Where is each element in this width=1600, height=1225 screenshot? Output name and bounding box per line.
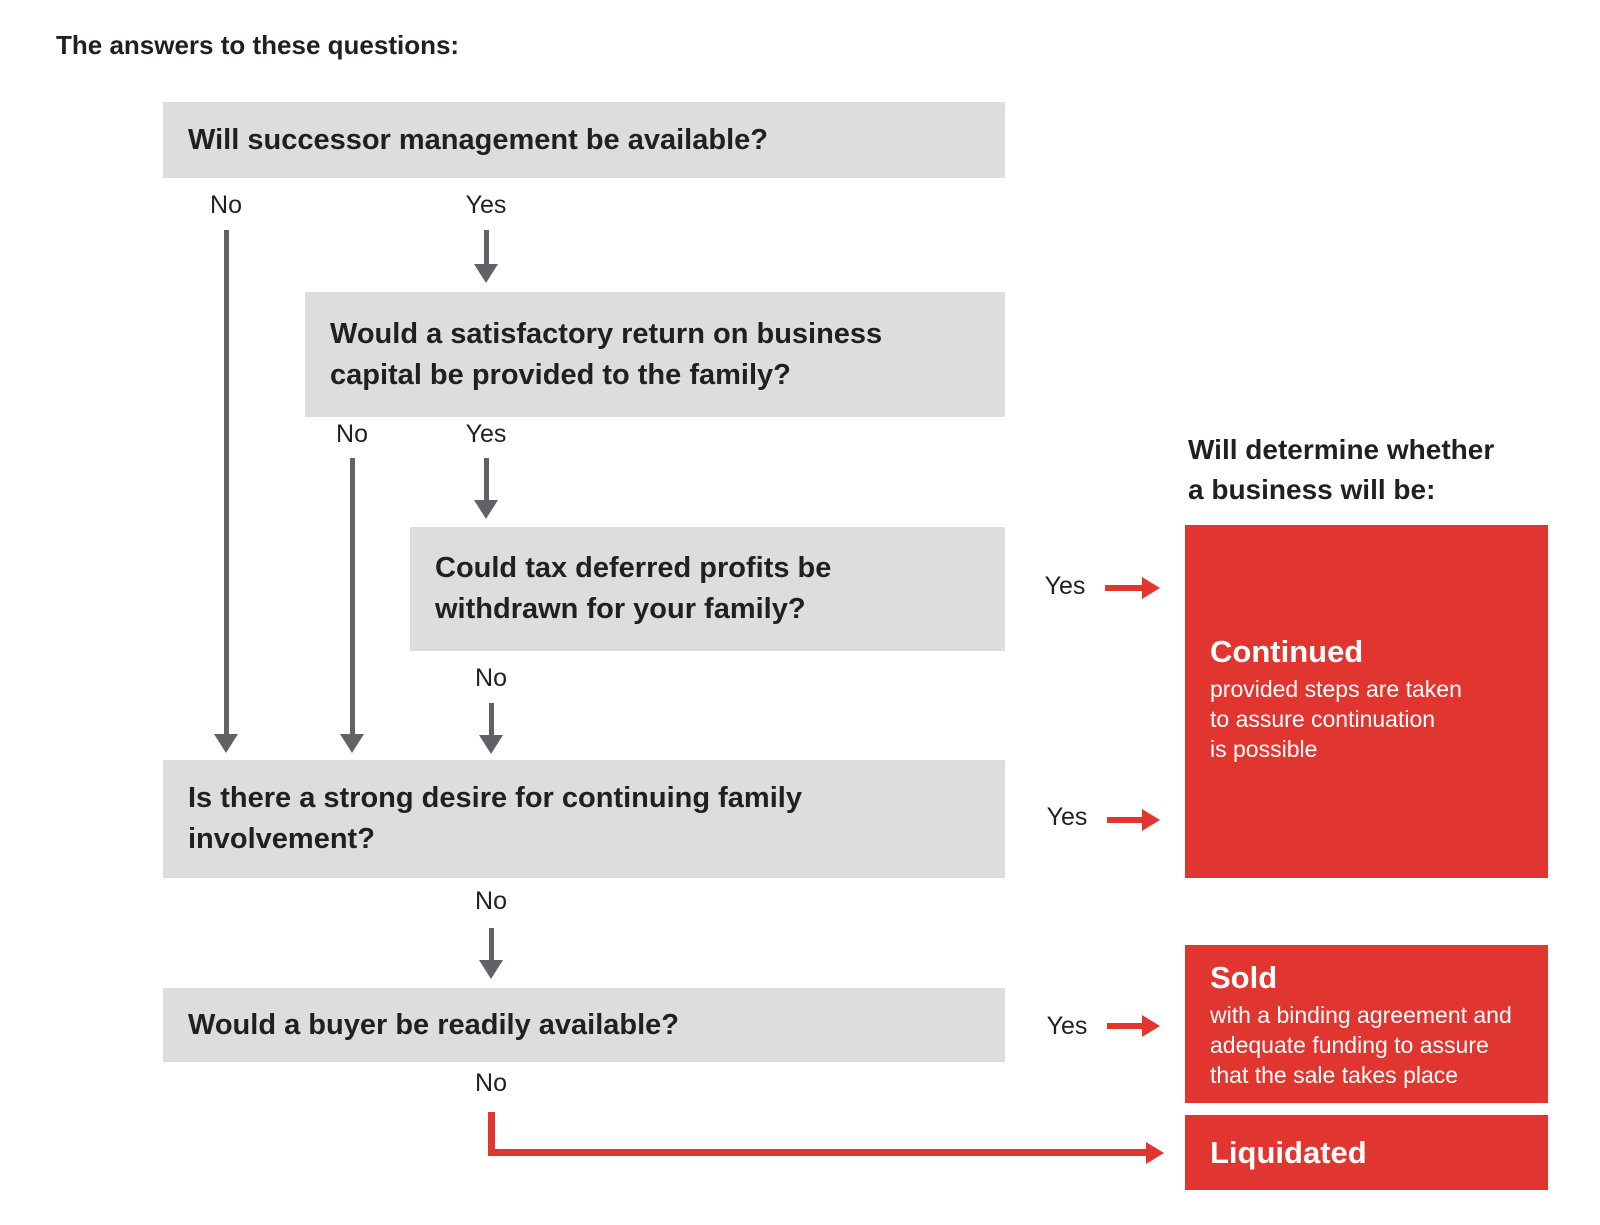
outcome-box-continued <box>1185 525 1548 878</box>
q2-no-label: No <box>336 420 368 448</box>
question-text-line1: Would a satisfactory return on business <box>330 317 883 350</box>
yes-to-continued-label-1: Yes <box>1044 572 1086 600</box>
arrow-shaft <box>1107 1023 1142 1029</box>
yes-to-sold-label: Yes <box>1046 1012 1088 1040</box>
arrow-elbow-horizontal <box>488 1149 1148 1156</box>
q1-no-label: No <box>210 191 242 219</box>
question-text-line1: Is there a strong desire for continuing family <box>188 782 802 814</box>
question-box-buyer-available <box>163 988 1005 1062</box>
arrow-shaft <box>489 703 494 735</box>
q3-no-label: No <box>475 664 507 692</box>
q4-no-label: No <box>475 887 507 915</box>
question-text-line2: withdrawn for your family? <box>435 593 806 625</box>
arrow-shaft <box>489 928 494 960</box>
arrow-head-right-icon <box>1142 809 1160 831</box>
desc-line2: to assure continuation <box>1210 706 1436 732</box>
outcome-title: Liquidated <box>1210 1134 1367 1170</box>
desc-line1: with a binding agreement and <box>1210 1002 1512 1028</box>
header-line2: a business will be: <box>1188 474 1436 505</box>
header-line1: Will determine whether <box>1188 434 1495 465</box>
question-text-line2: capital be provided to the family? <box>330 358 791 391</box>
q5-no-label: No <box>475 1069 507 1097</box>
question-text-line2: involvement? <box>188 823 375 855</box>
arrow-head-down-icon <box>214 734 238 753</box>
question-box-successor-management <box>163 102 1005 178</box>
arrow-head-down-icon <box>479 960 503 979</box>
desc-line2: adequate funding to assure <box>1210 1032 1489 1058</box>
arrow-head-down-icon <box>474 264 498 283</box>
arrow-head-down-icon <box>340 734 364 753</box>
arrow-shaft <box>224 230 229 734</box>
question-text: Will successor management be available? <box>188 123 768 156</box>
question-box-tax-deferred-profits <box>410 527 1005 651</box>
outcome-desc <box>1210 1000 1530 1090</box>
arrow-head-right-icon <box>1142 577 1160 599</box>
arrow-shaft <box>1105 585 1142 591</box>
question-box-family-involvement <box>163 760 1005 878</box>
desc-line1: provided steps are taken <box>1210 676 1462 702</box>
question-text-line1: Could tax deferred profits be <box>435 552 832 584</box>
arrow-head-right-icon <box>1146 1142 1164 1164</box>
arrow-shaft <box>350 458 355 734</box>
page-title: The answers to these questions: <box>56 30 460 60</box>
right-panel-header <box>1188 430 1494 510</box>
q2-yes-label: Yes <box>465 420 507 448</box>
outcome-box-liquidated <box>1185 1115 1548 1190</box>
arrow-head-right-icon <box>1142 1015 1160 1037</box>
outcome-desc <box>1210 674 1530 764</box>
desc-line3: that the sale takes place <box>1210 1062 1459 1088</box>
question-box-satisfactory-return <box>305 292 1005 417</box>
arrow-shaft <box>1107 817 1142 823</box>
outcome-box-sold <box>1185 945 1548 1103</box>
arrow-head-down-icon <box>474 500 498 519</box>
arrow-shaft <box>484 230 489 264</box>
question-text: Would a buyer be readily available? <box>188 1008 680 1041</box>
outcome-title: Sold <box>1210 960 1278 995</box>
arrow-head-down-icon <box>479 735 503 754</box>
arrow-shaft <box>484 458 489 500</box>
outcome-title: Continued <box>1210 634 1364 669</box>
yes-to-continued-label-2: Yes <box>1046 803 1088 831</box>
q1-yes-label: Yes <box>465 191 507 219</box>
desc-line3: is possible <box>1210 736 1318 762</box>
